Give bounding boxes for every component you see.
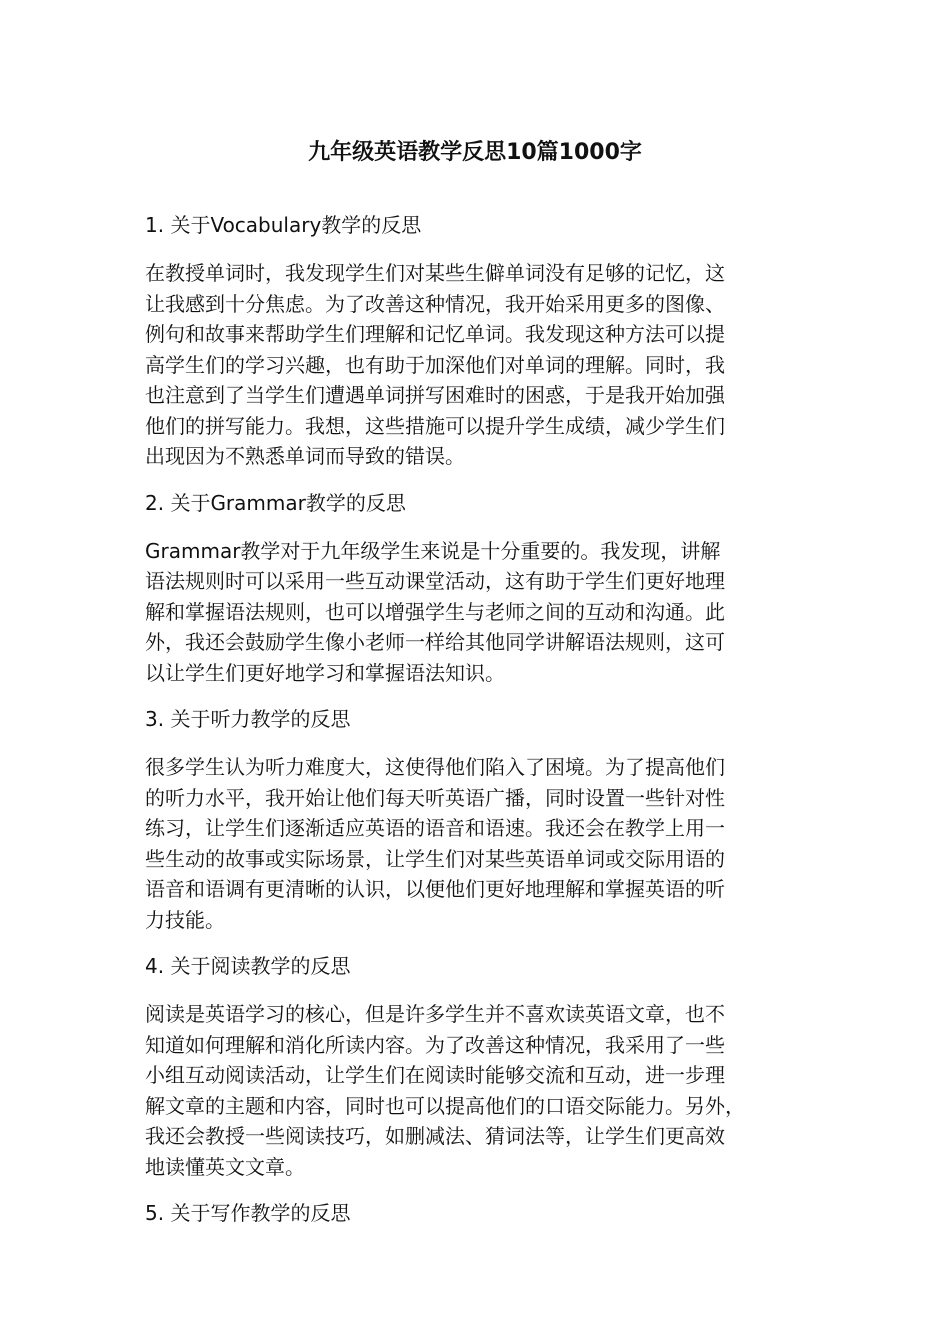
paragraph-line: 的听力水平，我开始让他们每天听英语广播，同时设置一些针对性 (145, 785, 725, 810)
paragraph-line: 语音和语调有更清晰的认识，以便他们更好地理解和掌握英语的听 (145, 877, 725, 901)
section-paragraph-vocabulary (145, 258, 795, 472)
section-paragraph-grammar (145, 536, 795, 689)
section-heading-writing: 5. 关于写作教学的反思 (145, 1201, 351, 1225)
section-paragraph-listening (145, 752, 795, 935)
paragraph-line: Grammar教学对于九年级学生来说是十分重要的。我发现，讲解 (145, 538, 721, 563)
paragraph-line: 也注意到了当学生们遭遇单词拼写困难时的困惑，于是我开始加强 (145, 383, 725, 407)
paragraph-line: 知道如何理解和消化所读内容。为了改善这种情况，我采用了一些 (145, 1032, 725, 1057)
paragraph-line: 练习，让学生们逐渐适应英语的语音和语速。我还会在教学上用一 (145, 816, 725, 840)
page-title: 九年级英语教学反思10篇1000字 (308, 140, 642, 165)
paragraph-line: 阅读是英语学习的核心，但是许多学生并不喜欢读英语文章，也不 (145, 1002, 725, 1026)
paragraph-line: 解和掌握语法规则，也可以增强学生与老师之间的互动和沟通。此 (145, 599, 725, 624)
paragraph-line: 些生动的故事或实际场景，让学生们对某些英语单词或交际用语的 (145, 846, 725, 871)
paragraph-line: 解文章的主题和内容，同时也可以提高他们的口语交际能力。另外， (145, 1093, 745, 1118)
paragraph-line: 出现因为不熟悉单词而导致的错误。 (145, 444, 465, 468)
paragraph-line: 他们的拼写能力。我想，这些措施可以提升学生成绩，减少学生们 (145, 413, 725, 438)
paragraph-line: 地读懂英文文章。 (145, 1154, 305, 1179)
section-heading-vocabulary: 1. 关于Vocabulary教学的反思 (145, 213, 422, 237)
document-body (145, 210, 795, 1246)
section-heading-reading: 4. 关于阅读教学的反思 (145, 954, 351, 978)
paragraph-line: 我还会教授一些阅读技巧，如删减法、猜词法等，让学生们更高效 (145, 1124, 725, 1148)
section-paragraph-reading (145, 999, 795, 1182)
section-heading-listening: 3. 关于听力教学的反思 (145, 707, 351, 731)
paragraph-line: 让我感到十分焦虑。为了改善这种情况，我开始采用更多的图像、 (145, 291, 725, 316)
section-heading-grammar: 2. 关于Grammar教学的反思 (145, 490, 406, 515)
paragraph-line: 高学生们的学习兴趣，也有助于加深他们对单词的理解。同时，我 (145, 352, 725, 377)
paragraph-line: 例句和故事来帮助学生们理解和记忆单词。我发现这种方法可以提 (145, 322, 725, 346)
paragraph-line: 小组互动阅读活动，让学生们在阅读时能够交流和互动，进一步理 (145, 1063, 725, 1087)
paragraph-line: 在教授单词时，我发现学生们对某些生僻单词没有足够的记忆，这 (145, 261, 725, 285)
paragraph-line: 很多学生认为听力难度大，这使得他们陷入了困境。为了提高他们 (145, 755, 725, 779)
paragraph-line: 力技能。 (145, 907, 225, 932)
paragraph-line: 以让学生们更好地学习和掌握语法知识。 (145, 660, 505, 685)
paragraph-line: 外，我还会鼓励学生像小老师一样给其他同学讲解语法规则，这可 (145, 630, 725, 654)
paragraph-line: 语法规则时可以采用一些互动课堂活动，这有助于学生们更好地理 (145, 569, 725, 593)
